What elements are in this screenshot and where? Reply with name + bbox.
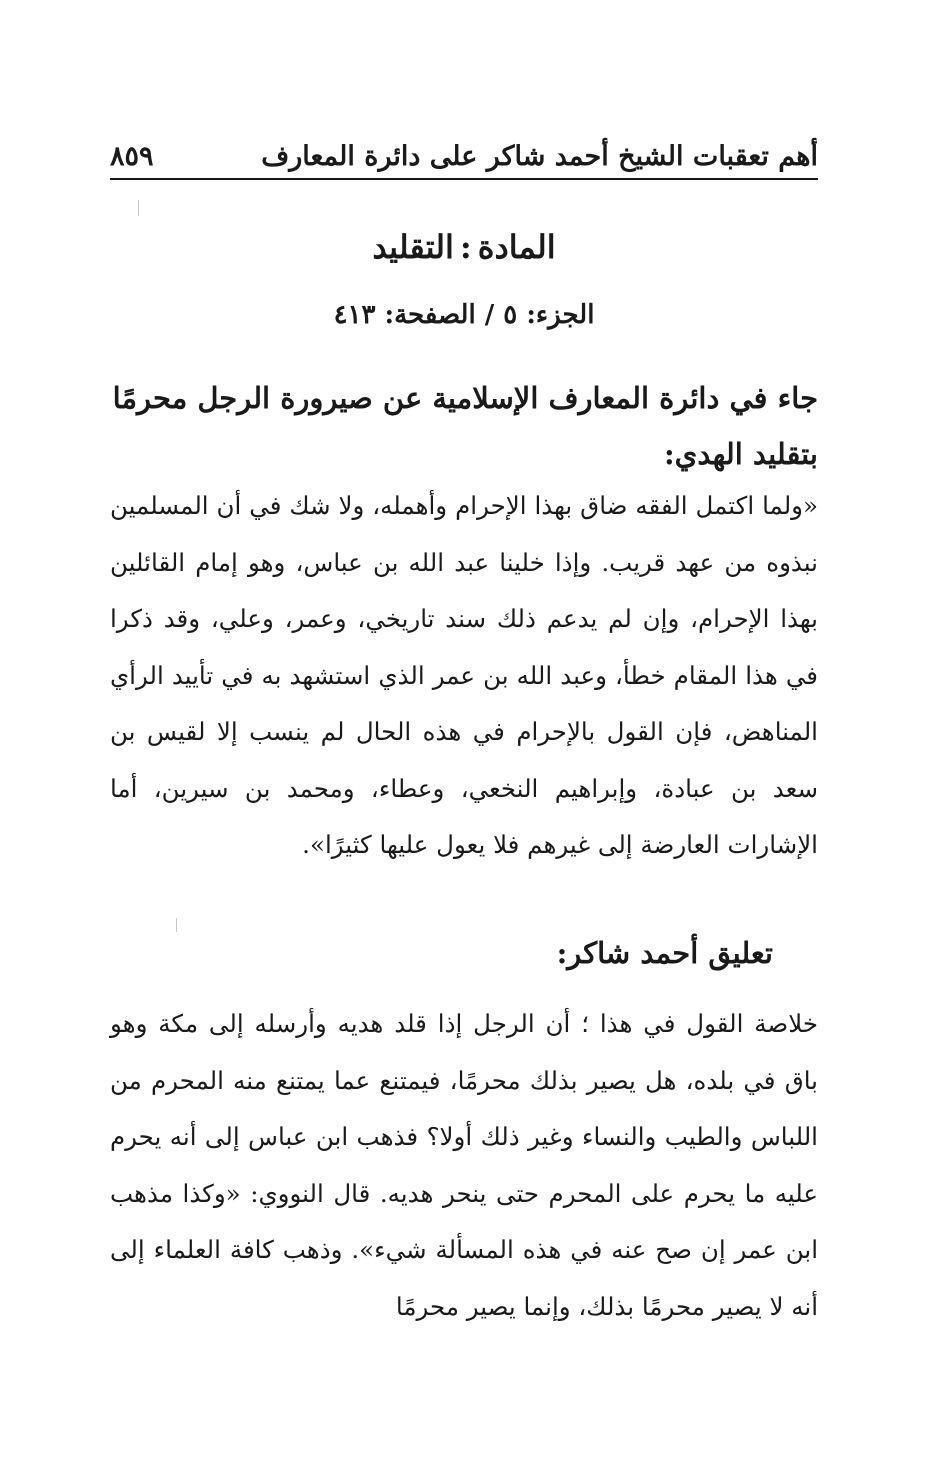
running-header-title: أهم تعقبات الشيخ أحمد شاكر على دائرة المعارف xyxy=(261,141,818,172)
section-title xyxy=(110,228,818,266)
volume-page-reference: الجزء: ٥ / الصفحة: ٤١٣ xyxy=(333,300,595,330)
section-colon: : xyxy=(459,228,472,266)
comment-text: خلاصة القول في هذا ؛ أن الرجل إذا قلد هديه وأرسله إلى مكة وهو باق في بلده، هل يصير بذلك محرمًا، فيمتنع عما يمتنع منه المحرم من اللباس والطيب والنساء وغير ذلك أولا؟ فذهب ابن عباس إلى أنه يحرم عليه ما يحرم على المحرم حتى ينحر هديه. قال النووي: «وكذا مذهب ابن عمر إن صح عنه في هذه المسألة شيء». وذهب كافة العلماء إلى أنه لا يصير محرمًا بذلك، وإنما يصير محرمًا xyxy=(110,1009,818,1321)
comment-heading: تعليق أحمد شاكر: xyxy=(556,936,773,970)
running-header xyxy=(110,122,818,180)
page-number: ٨٥٩ xyxy=(110,141,154,172)
encyclopedia-quote: «ولما اكتمل الفقه ضاق بهذا الإحرام وأهمله، ولا شك في أن المسلمين نبذوه من عهد قريب. وإذا خلينا عبد الله بن عباس، وهو إمام القائلين بهذا الإحرام، وإن لم يدعم ذلك سند تاريخي، وعمر، وعلي، وقد ذكرا في هذا المقام خطأ، وعبد الله بن عمر الذي استشهد به في تأييد الرأي المناهض، فإن القول بالإحرام في هذه الحال لم ينسب إلا لقيس بن سعد بن عبادة، وإبراهيم النخعي، وعطاء، ومحمد بن سيرين، أما الإشارات العارضة إلى غيرهم فلا يعول عليها كثيرًا». xyxy=(110,491,818,859)
intro-heading: جاء في دائرة المعارف الإسلامية عن صيرورة الرجل محرمًا بتقليد الهدي: xyxy=(112,381,818,471)
section-value: التقليد xyxy=(372,228,454,266)
section-label: المادة xyxy=(477,228,556,266)
scan-artifact xyxy=(138,200,139,216)
scan-artifact xyxy=(176,918,177,932)
